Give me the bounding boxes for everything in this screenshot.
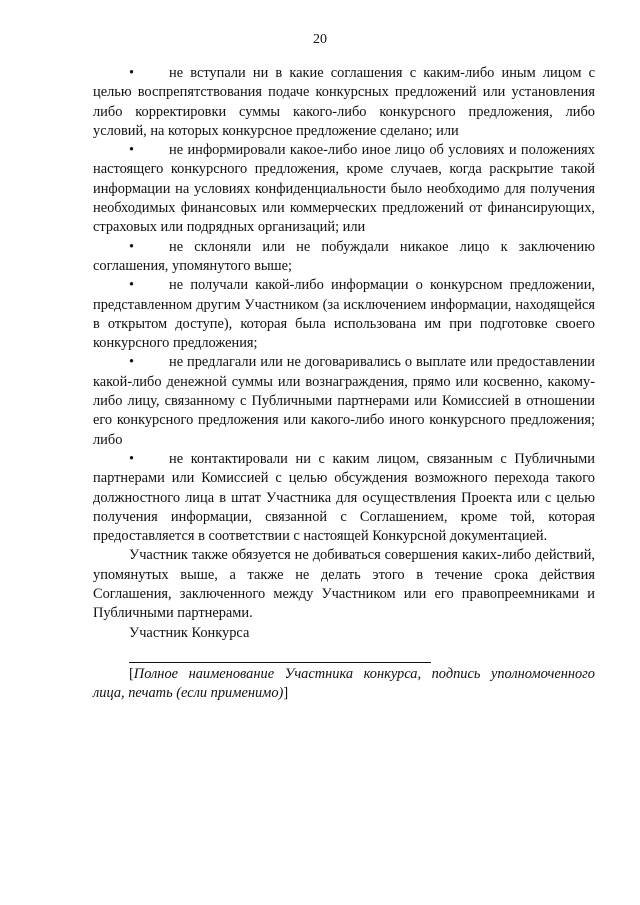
list-item-text: не вступали ни в какие соглашения с каким-либо иным лицом с целью воспрепятствования подаче конкурсных предложений или установления либо корректировки суммы какого-либо конкурсного предложения, либо условий, на которых конкурсное предложение сделано; или (93, 65, 595, 139)
list-item (93, 238, 595, 277)
closing-paragraph: Участник также обязуется не добиваться совершения каких-либо действий, упомянутых выше, а также не делать этого в течение срока действия Соглашения, заключенного между Участником или его правопреемниками и Публичными партнерами. (93, 547, 595, 622)
bullet-icon: • (129, 238, 135, 255)
page-number: 20 (313, 32, 327, 47)
bullet-icon: • (129, 142, 135, 159)
list-item-text: не контактировали ни с каким лицом, связанным с Публичными партнерами или Комиссией с целью обсуждения возможного перехода такого должностного лица в штат Участника для осуществления Проекта или с целью получения информации, связанной с Соглашением, кроме той, которая предоставляется в соответствии с настоящей Конкурсной документацией. (93, 450, 595, 545)
list-item (93, 141, 595, 237)
list-item-text: не информировали какое-либо иное лицо об условиях и положениях настоящего конкурсного предложения, кроме случаев, когда раскрытие такой информации на условиях конфиденциальности было необходимо для получения необходимых финансовых или коммерческих предложений от финансирующих, страховых или подрядных организаций; или (93, 142, 595, 236)
list-item-text: не получали какой-либо информации о конкурсном предложении, представленном другим Участником (за исключением информации, находящейся в открытом доступе), которая была использована им при подготовке своего конкурсного предложения; (93, 277, 595, 352)
bullet-icon: • (129, 354, 135, 371)
signature-line (129, 662, 431, 663)
list-item-text: не склоняли или не побуждали никакое лицо к заключению соглашения, упомянутого выше; (93, 238, 595, 274)
document-body (93, 64, 595, 704)
list-item (93, 450, 595, 546)
bullet-icon: • (129, 277, 135, 294)
close-bracket: ] (283, 685, 289, 702)
bullet-icon: • (129, 450, 135, 467)
list-item (93, 353, 595, 449)
open-bracket: [ (129, 665, 134, 682)
signature-label: Участник Конкурса (129, 624, 250, 641)
list-item (93, 276, 595, 353)
list-item (93, 64, 595, 141)
signature-caption-text: Полное наименование Участника конкурса, подпись уполномоченного лица, печать (если применимо) (93, 665, 595, 702)
bullet-icon: • (129, 65, 135, 81)
list-item-text: не предлагали или не договаривались о выплате или предоставлении какой-либо денежной суммы или вознаграждения, прямо или косвенно, какому-либо лицу, связанному с Публичными партнерами или Комиссией в отношении его конкурсного предложения или какого-либо иного конкурсного предложения; либо (93, 354, 595, 448)
signature-caption (93, 665, 595, 704)
